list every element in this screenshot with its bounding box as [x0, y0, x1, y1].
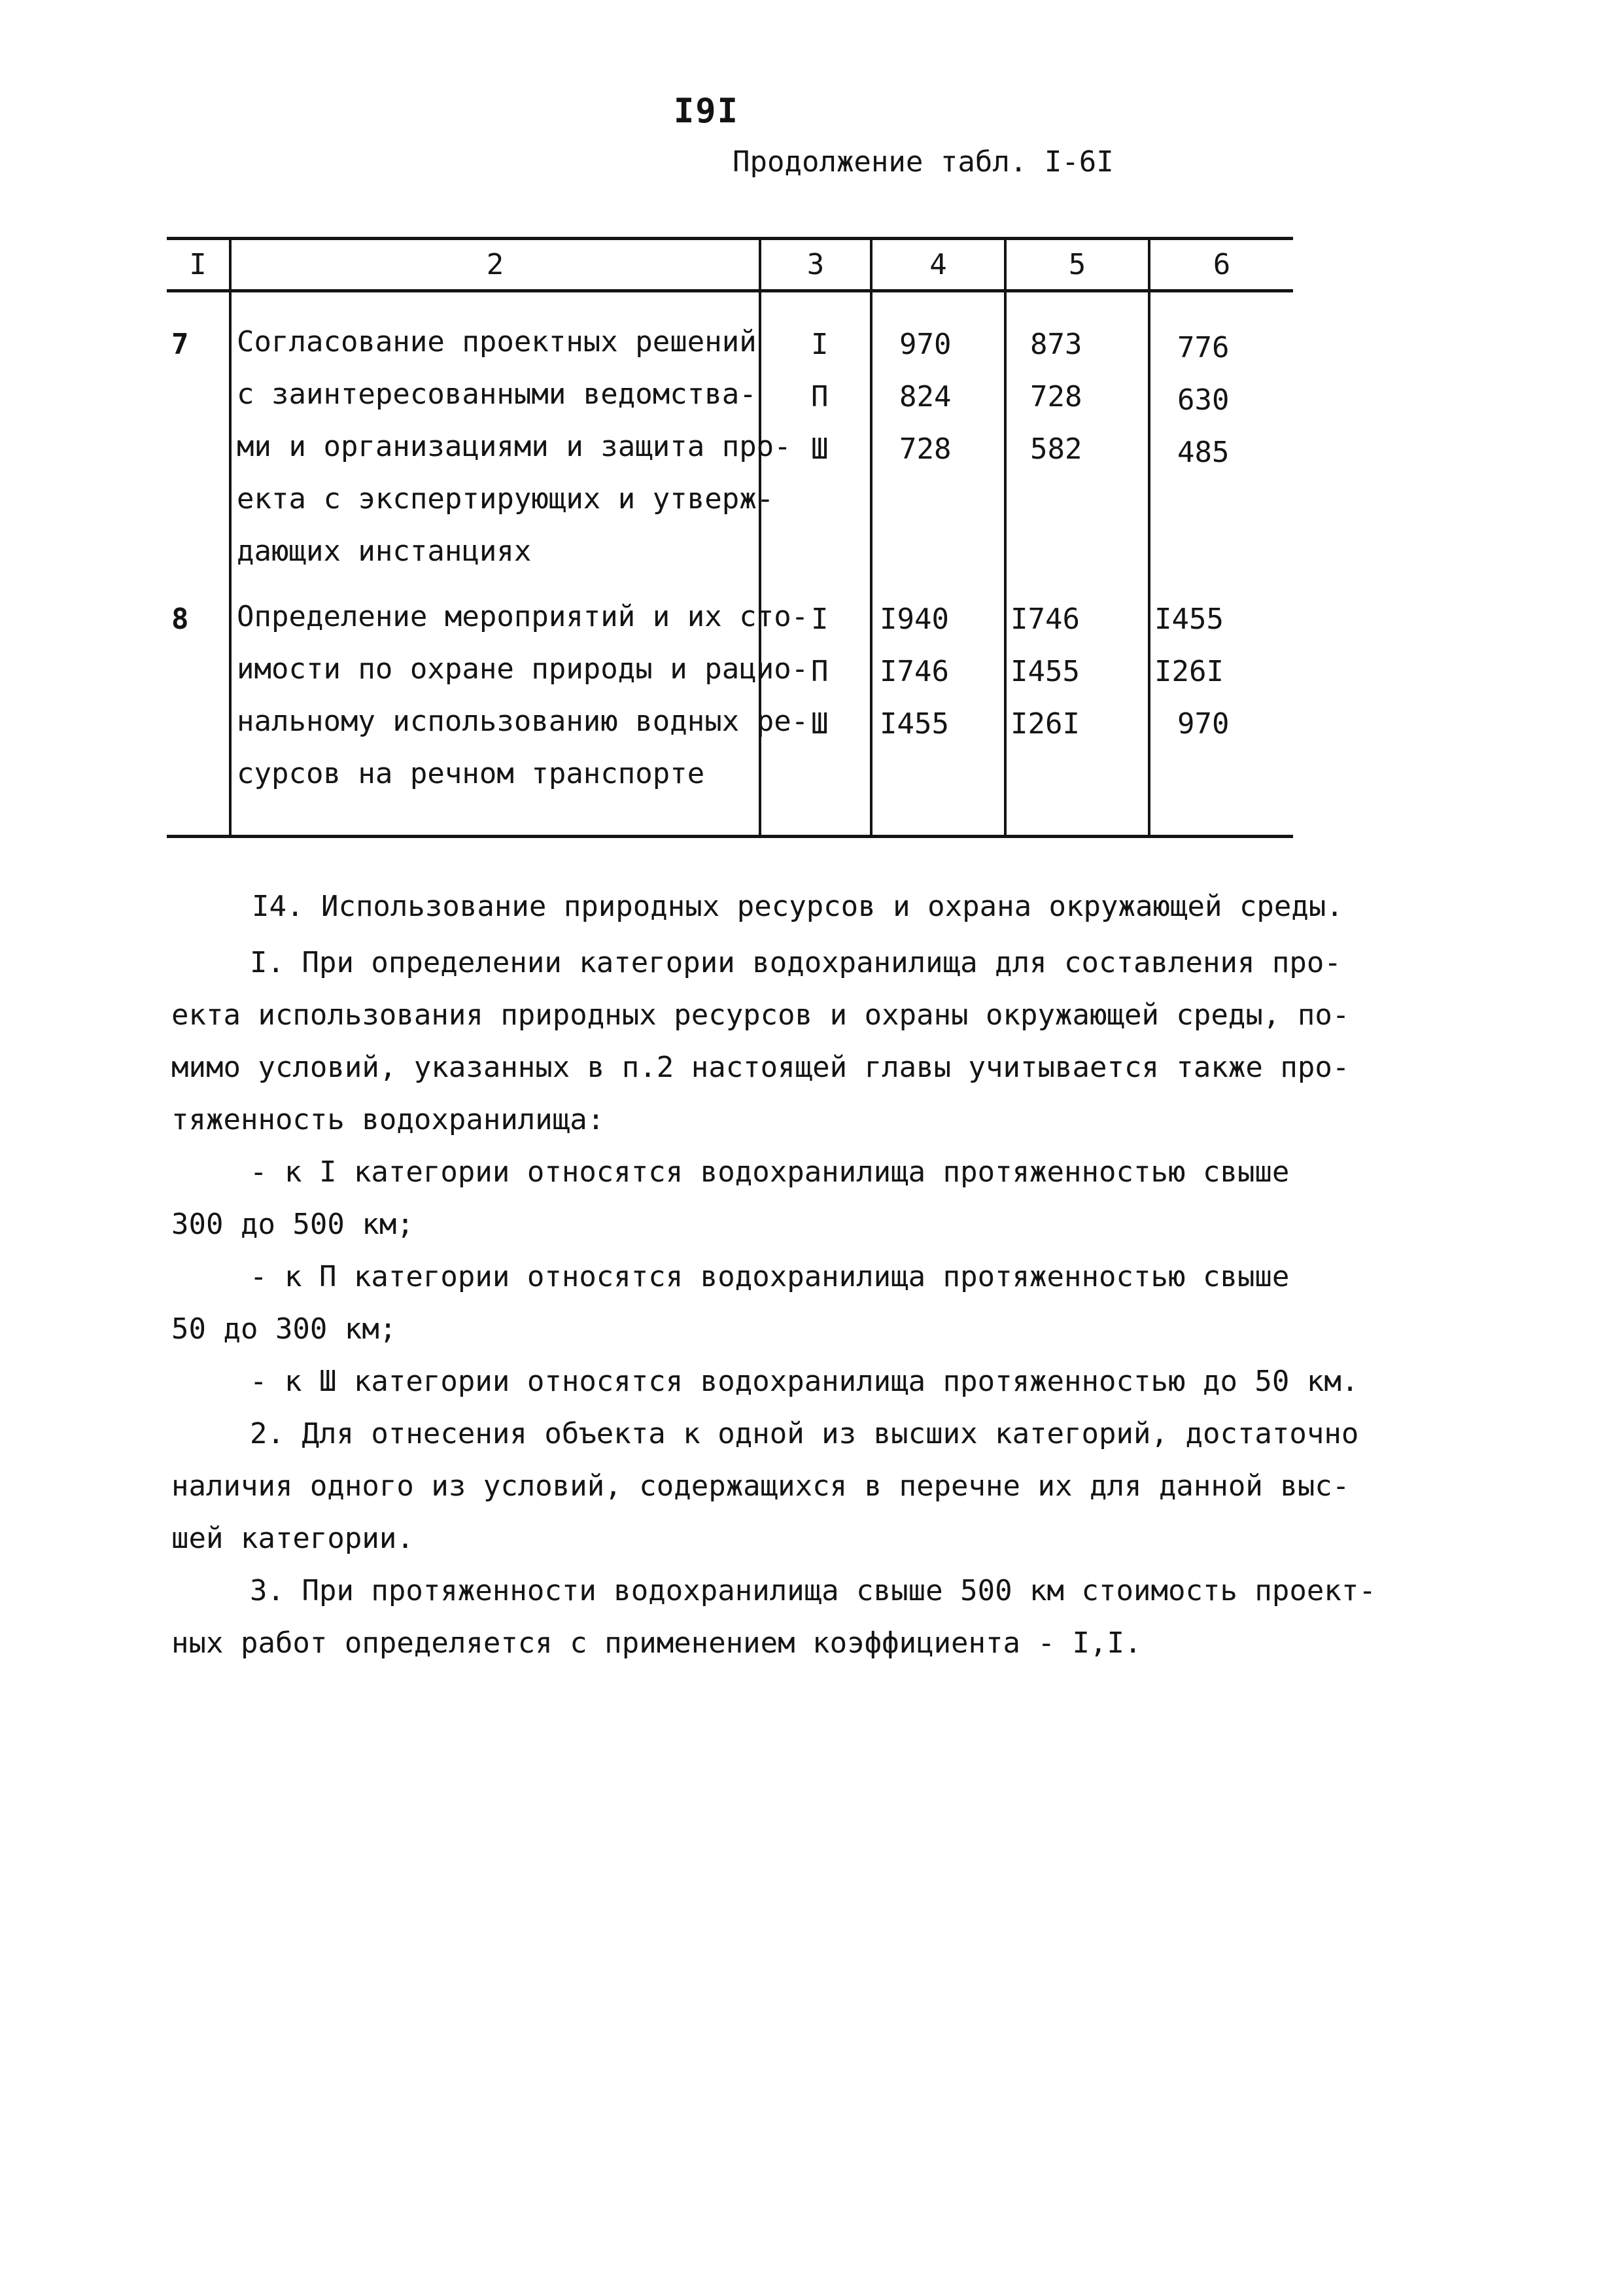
paragraph [171, 1251, 1289, 1356]
header-cell-5: 5 [1068, 248, 1086, 281]
paragraph-line: - к П категории относятся водохранилища протяженностью свыше [250, 1260, 1290, 1293]
paragraph [171, 1565, 1376, 1670]
description-line: нальному использованию водных ре- [237, 705, 809, 738]
description-line: Определение мероприятий и их сто- [237, 600, 809, 633]
description-line: сурсов на речном транспорте [237, 757, 705, 790]
table-col-rule-1 [229, 237, 232, 835]
row-number: 8 [171, 603, 189, 636]
value-cell: 728 [899, 432, 952, 466]
cost-table [0, 0, 1624, 864]
paragraph-line: тяженность водохранилища: [171, 1103, 605, 1136]
paragraph-line: шей категории. [171, 1522, 414, 1555]
value-cell: I940 [880, 603, 949, 636]
table-caption: Продолжение табл. I-6I [733, 145, 1114, 179]
value-cell: 728 [1030, 380, 1082, 413]
description-line: имости по охране природы и рацио- [237, 652, 809, 686]
table-col-rule-5 [1148, 237, 1150, 835]
paragraph-line: - к Ш категории относятся водохранилища протяженностью до 50 км. [250, 1365, 1359, 1398]
paragraph-line: ных работ определяется с применением коэффициента - I,I. [171, 1626, 1142, 1660]
value-cell: I746 [880, 655, 949, 688]
header-cell-6: 6 [1213, 248, 1231, 281]
paragraph-line: 50 до 300 км; [171, 1312, 397, 1346]
paragraph-line: - к I категории относятся водохранилища протяженностью свыше [250, 1155, 1290, 1189]
category-cell: Ш [811, 432, 829, 466]
description-line: екта с экспертирующих и утверж- [237, 482, 774, 516]
paragraph [171, 1408, 1358, 1565]
category-cell: I [811, 603, 829, 636]
header-cell-4: 4 [929, 248, 947, 281]
header-cell-1: I [189, 248, 207, 281]
paragraph-line: I. При определении категории водохранилища для составления про- [250, 946, 1341, 979]
category-cell: I [811, 328, 829, 361]
value-cell: I26I [1154, 655, 1224, 688]
paragraph-line: 300 до 500 км; [171, 1208, 414, 1241]
page-number: I9I [674, 92, 739, 131]
value-cell: 485 [1177, 436, 1230, 469]
paragraph-line: 3. При протяженности водохранилища свыше 500 км стоимость проект- [250, 1574, 1376, 1607]
description-line: с заинтересованными ведомства- [237, 377, 757, 411]
value-cell: 970 [899, 328, 952, 361]
paragraph [171, 937, 1349, 1146]
value-cell: I455 [1154, 603, 1224, 636]
table-col-rule-4 [1004, 237, 1007, 835]
value-cell: I455 [1011, 655, 1080, 688]
header-cell-3: 3 [806, 248, 825, 281]
value-cell: I746 [1011, 603, 1080, 636]
value-cell: 776 [1177, 331, 1230, 364]
paragraph-line: 2. Для отнесения объекта к одной из высших категорий, достаточно [250, 1417, 1359, 1450]
value-cell: 873 [1030, 328, 1082, 361]
table-bottom-rule [167, 835, 1293, 838]
table-col-rule-3 [870, 237, 872, 835]
value-cell: 824 [899, 380, 952, 413]
value-cell: I26I [1011, 707, 1080, 741]
category-cell: П [811, 380, 829, 413]
paragraph [171, 1146, 1289, 1251]
table-top-rule [167, 237, 1293, 240]
paragraph [171, 1356, 1358, 1408]
category-cell: Ш [811, 707, 829, 741]
category-cell: П [811, 655, 829, 688]
paragraph-line: екта использования природных ресурсов и охраны окружающей среды, по- [171, 998, 1350, 1032]
row-description [237, 591, 808, 800]
row-number: 7 [171, 328, 189, 361]
section-heading: I4. Использование природных ресурсов и охрана окружающей среды. [252, 890, 1343, 923]
paragraph-line: мимо условий, указанных в п.2 настоящей главы учитывается также про- [171, 1051, 1350, 1084]
paragraph-line: наличия одного из условий, содержащихся в перечне их для данной выс- [171, 1469, 1350, 1503]
table-header-rule [167, 289, 1293, 292]
value-cell: 630 [1177, 383, 1230, 417]
header-cell-2: 2 [486, 248, 504, 281]
description-line: дающих инстанциях [237, 534, 532, 568]
value-cell: 582 [1030, 432, 1082, 466]
value-cell: 970 [1177, 707, 1230, 741]
description-line: ми и организациями и защита про- [237, 430, 791, 463]
row-description [237, 316, 791, 578]
description-line: Согласование проектных решений [237, 325, 757, 359]
value-cell: I455 [880, 707, 949, 741]
